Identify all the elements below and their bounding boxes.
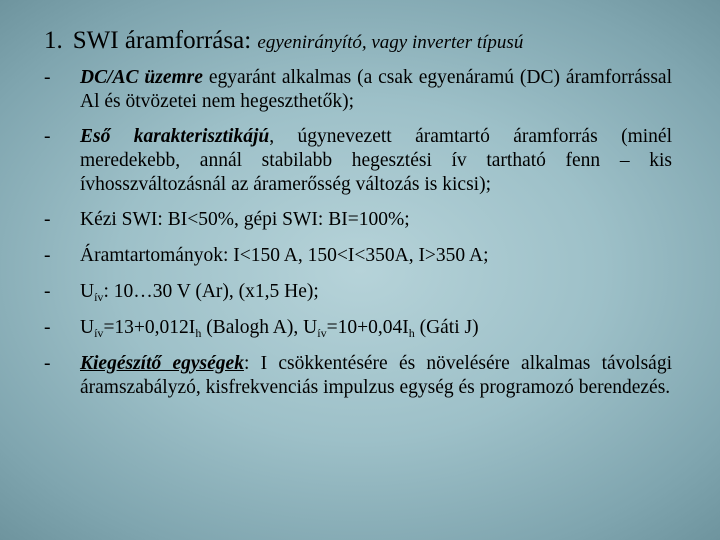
subscript-iv: ív <box>317 326 327 340</box>
bullet-text: Áramtartományok: I<150 A, 150<I<350A, I>350 A; <box>80 245 489 266</box>
bullet-emphasis: Kiegészítő egységek <box>80 353 244 374</box>
bullet-text: : 10…30 V (Ar), (x1,5 He); <box>103 281 319 302</box>
subscript-h: h <box>195 326 202 340</box>
bullet-item-voltage-formulas <box>44 316 672 340</box>
title-main: SWI áramforrása <box>72 27 245 54</box>
bullet-dash: - <box>44 317 51 338</box>
formula-source: (Balogh A), <box>201 317 304 338</box>
subscript-h: h <box>408 326 415 340</box>
bullet-dash: - <box>44 353 51 374</box>
bullet-list <box>44 66 672 412</box>
bullet-text: : I csökkentésére és növelésére alkalmas távolsági áramszabályzó, kisfrekvenciás impulzus egység és programozó berendezés. <box>80 353 672 398</box>
bullet-text: , úgynevezett áramtartó áramforrás (minél meredekebb, annál stabilabb hegesztési ív tartható fenn – kis ívhosszváltozásnál az áramerősség változás is kicsi); <box>80 126 672 195</box>
bullet-item-characteristic <box>44 125 672 197</box>
symbol-u: U <box>80 317 95 338</box>
formula-part: =13+0,012I <box>103 317 196 338</box>
bullet-item-accessories <box>44 352 672 400</box>
formula-part: =10+0,04I <box>326 317 409 338</box>
title-subtitle: egyenirányító, vagy inverter típusú <box>257 32 524 53</box>
bullet-item-current-ranges <box>44 244 672 268</box>
bullet-text: Kézi SWI: BI<50%, gépi SWI: BI=100%; <box>80 209 410 230</box>
subscript-iv: ív <box>94 326 104 340</box>
bullet-item-arc-voltage <box>44 280 672 304</box>
bullet-dash: - <box>44 126 51 147</box>
title-number: 1. <box>44 27 63 54</box>
bullet-dash: - <box>44 281 51 302</box>
bullet-dash: - <box>44 245 51 266</box>
bullet-emphasis: DC/AC üzemre <box>80 67 203 88</box>
title-colon: : <box>244 27 252 54</box>
slide-title <box>44 26 694 58</box>
symbol-u: U <box>303 317 318 338</box>
bullet-dash: - <box>44 67 51 88</box>
subscript-iv: ív <box>94 290 104 304</box>
bullet-text: egyaránt alkalmas (a csak egyenáramú (DC) áramforrással Al és ötvözetei nem hegeszthetők); <box>80 67 672 112</box>
bullet-item-dc-ac <box>44 66 672 114</box>
bullet-dash: - <box>44 209 51 230</box>
bullet-emphasis: Eső karakterisztikájú <box>80 126 270 147</box>
formula-source: (Gáti J) <box>414 317 479 338</box>
symbol-u: U <box>80 281 95 302</box>
bullet-item-duty-cycle <box>44 208 672 232</box>
